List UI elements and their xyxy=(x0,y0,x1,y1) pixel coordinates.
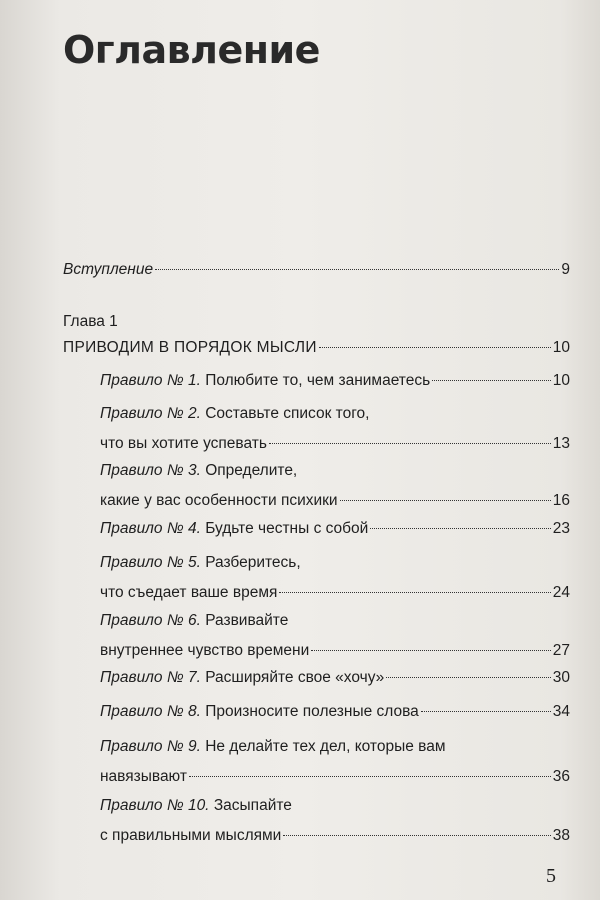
dot-leader xyxy=(370,528,550,529)
dot-leader xyxy=(189,776,551,777)
page-number: 5 xyxy=(546,865,556,887)
rule-page: 27 xyxy=(552,642,570,659)
rule-text-continued: внутреннее чувство времени xyxy=(100,642,310,659)
rule-page: 30 xyxy=(552,669,570,686)
rule-name: Правило № 4. xyxy=(100,520,201,537)
page-title: Оглавление xyxy=(63,28,320,72)
rule-name: Правило № 5. xyxy=(100,554,201,571)
toc-entry-rule-4 xyxy=(100,514,570,544)
dot-leader xyxy=(386,677,550,678)
toc-entry-rule-7 xyxy=(100,663,570,693)
rule-page: 13 xyxy=(552,435,570,452)
rule-text-continued: с правильными мыслями xyxy=(100,827,282,844)
rule-text: Не делайте тех дел, которые вам xyxy=(205,738,446,755)
rule-name: Правило № 8. xyxy=(100,703,201,720)
toc-entry-chapter xyxy=(63,333,570,363)
rule-text: Произносите полезные слова xyxy=(205,703,419,720)
intro-page: 9 xyxy=(561,261,570,278)
dot-leader xyxy=(319,347,551,348)
rule-text: Полюбите то, чем занимаетесь xyxy=(205,372,431,389)
toc-entry-rule-5 xyxy=(100,548,570,608)
rule-page: 34 xyxy=(552,703,570,720)
rule-text: Разберитесь, xyxy=(205,554,301,571)
rule-name: Правило № 6. xyxy=(100,612,201,629)
rule-text-continued: что вы хотите успевать xyxy=(100,435,267,452)
toc-entry-rule-10 xyxy=(100,791,570,851)
intro-label: Вступление xyxy=(63,261,154,278)
toc-entry-rule-3 xyxy=(100,456,570,516)
rule-name: Правило № 9. xyxy=(100,738,201,755)
rule-text-continued: навязывают xyxy=(100,768,187,785)
rule-text: Определите, xyxy=(205,462,298,479)
dot-leader xyxy=(432,380,551,381)
dot-leader xyxy=(269,443,551,444)
toc-entry-rule-9 xyxy=(100,732,570,792)
dot-leader xyxy=(340,500,551,501)
toc-entry-rule-1 xyxy=(100,366,570,396)
dot-leader xyxy=(155,269,559,270)
rule-text: Развивайте xyxy=(205,612,289,629)
chapter-title: ПРИВОДИМ В ПОРЯДОК МЫСЛИ xyxy=(63,339,317,356)
toc-entry-rule-6 xyxy=(100,606,570,666)
toc-entry-rule-2 xyxy=(100,399,570,459)
dot-leader xyxy=(283,835,550,836)
rule-text: Составьте список того, xyxy=(205,405,370,422)
rule-page: 16 xyxy=(552,492,570,509)
rule-name: Правило № 3. xyxy=(100,462,201,479)
rule-name: Правило № 2. xyxy=(100,405,201,422)
rule-page: 24 xyxy=(552,584,570,601)
rule-name: Правило № 1. xyxy=(100,372,201,389)
rule-text-continued: что съедает ваше время xyxy=(100,584,278,601)
rule-page: 38 xyxy=(552,827,570,844)
rule-page: 23 xyxy=(552,520,570,537)
chapter-number: Глава 1 xyxy=(63,313,118,330)
dot-leader xyxy=(421,711,551,712)
toc-entry-rule-8 xyxy=(100,697,570,727)
rule-text: Будьте честны с собой xyxy=(205,520,369,537)
dot-leader xyxy=(279,592,550,593)
toc-entry-intro xyxy=(63,255,570,285)
rule-name: Правило № 7. xyxy=(100,669,201,686)
rule-text-continued: какие у вас особенности психики xyxy=(100,492,338,509)
rule-text: Засыпайте xyxy=(213,797,292,814)
dot-leader xyxy=(311,650,551,651)
rule-page: 10 xyxy=(552,372,570,389)
chapter-page: 10 xyxy=(552,339,570,356)
rule-name: Правило № 10. xyxy=(100,797,210,814)
rule-text: Расширяйте свое «хочу» xyxy=(205,669,385,686)
rule-page: 36 xyxy=(552,768,570,785)
